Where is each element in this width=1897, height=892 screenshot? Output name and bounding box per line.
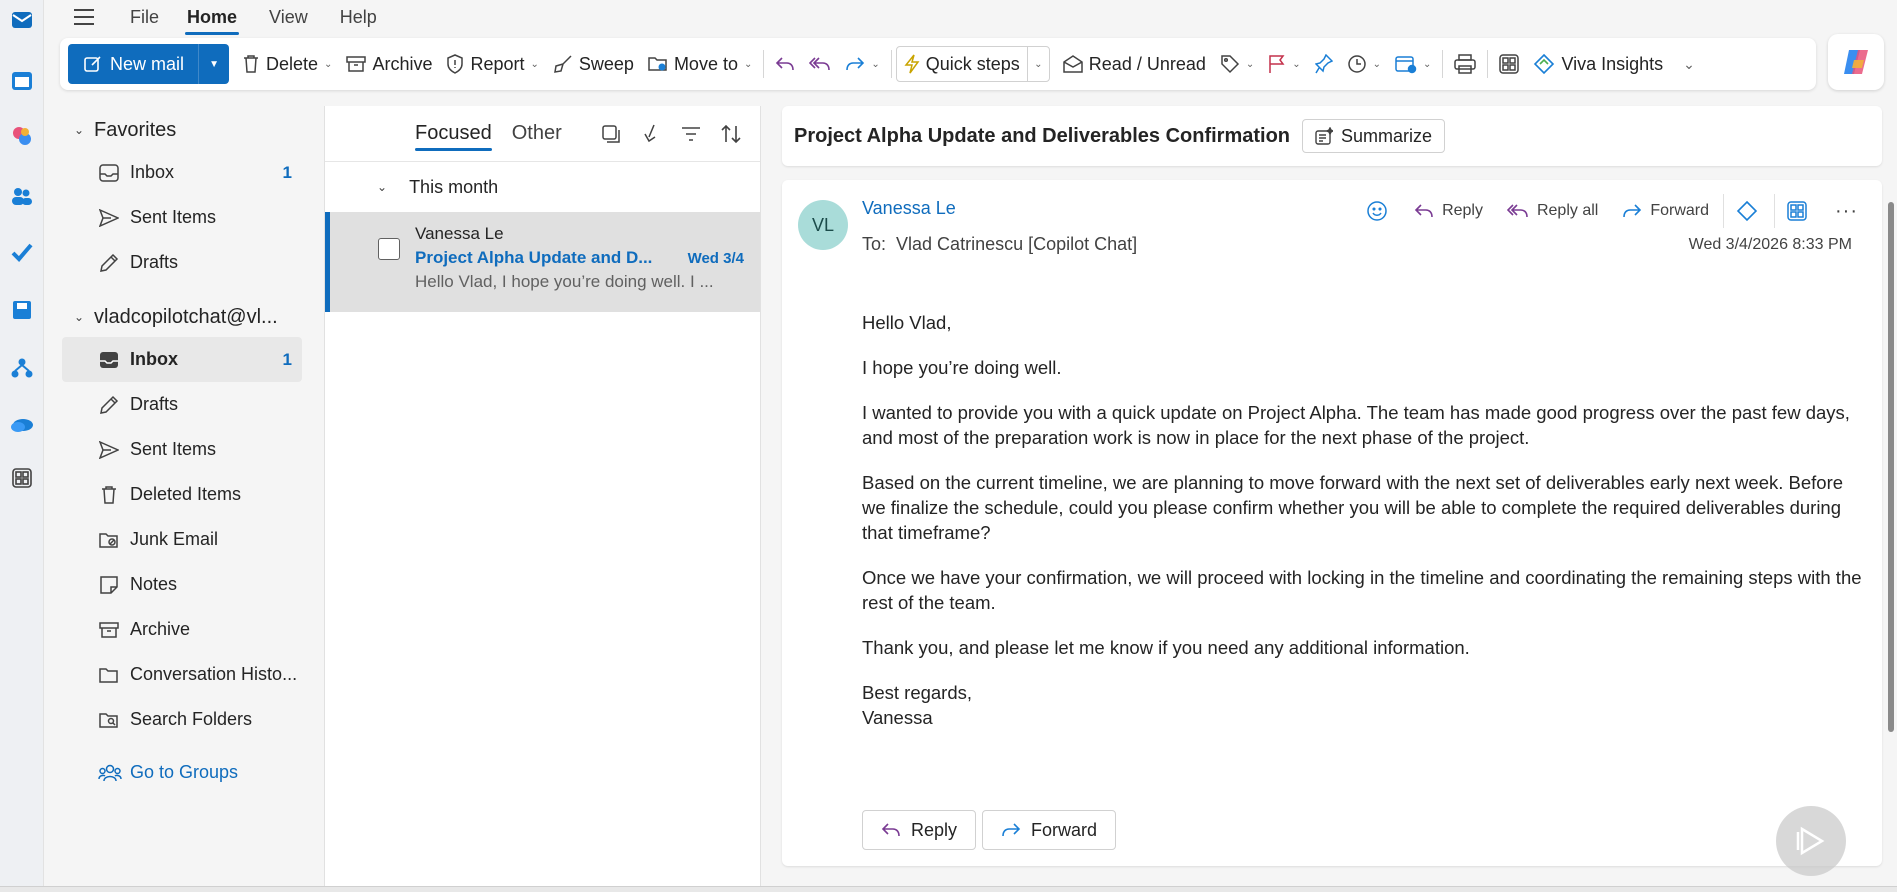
folder-name: Deleted Items — [130, 484, 242, 504]
rules-button[interactable] — [1388, 44, 1438, 84]
note-icon — [98, 574, 120, 596]
body-paragraph: Based on the current timeline, we are planning to move forward with the next set of deliverables early next week. Before we finalize the schedule, could you please confirm whether you will be able to complete the required deliverables during that timeframe? — [862, 472, 1844, 543]
body-closing: Best regards, — [862, 682, 973, 703]
to-recipient[interactable]: Vlad Catrinescu [Copilot Chat] — [896, 234, 1138, 254]
favorites-drafts[interactable] — [62, 240, 302, 285]
message-list-tools — [600, 123, 742, 145]
message-from: Vanessa Le — [415, 224, 504, 243]
message-preview: Hello Vlad, I hope you’re doing well. I ... — [415, 272, 714, 291]
calendar-icon[interactable] — [10, 68, 34, 92]
chevron-down-icon[interactable]: ⌄ — [530, 58, 539, 70]
chevron-down-icon[interactable]: ⌄ — [1423, 58, 1432, 70]
folder-name: Junk Email — [130, 529, 219, 549]
archive-icon — [98, 619, 120, 641]
summarize-label: Summarize — [1341, 125, 1433, 146]
favorites-label: Favorites — [94, 118, 177, 141]
read-unread-label: Read / Unread — [1088, 53, 1206, 74]
account-search-folders[interactable] — [62, 697, 302, 742]
reply-all-label: Reply all — [1536, 202, 1599, 219]
bottom-actions — [862, 810, 1116, 850]
emoji-reaction-button[interactable] — [1354, 194, 1400, 228]
groups-icon — [98, 763, 122, 783]
folder-name: Archive — [130, 619, 191, 639]
archive-button[interactable] — [339, 44, 439, 84]
archive-label: Archive — [372, 53, 433, 74]
folder-name: Search Folders — [130, 709, 253, 729]
new-mail-label: New mail — [110, 53, 185, 74]
chevron-down-icon[interactable]: ⌄ — [1245, 58, 1255, 70]
viva-insights-label: Viva Insights — [1561, 53, 1664, 74]
report-label: Report — [470, 53, 525, 74]
quick-steps-label: Quick steps — [925, 53, 1020, 74]
chevron-down-icon[interactable]: ⌄ — [324, 58, 333, 70]
bottom-forward-button[interactable] — [982, 810, 1116, 850]
print-button[interactable] — [1447, 44, 1483, 84]
ribbon-divider — [763, 50, 764, 78]
envelope-open-icon — [1063, 55, 1083, 73]
app-rail — [0, 0, 44, 892]
trash-icon — [98, 484, 120, 506]
tab-focused[interactable]: Focused — [415, 122, 492, 144]
subject-header — [782, 106, 1882, 166]
account-drafts[interactable] — [62, 382, 302, 427]
new-mail-split-button — [68, 44, 229, 84]
folder-name: Drafts — [130, 252, 179, 272]
folder-name: Inbox — [130, 349, 178, 369]
apps-grid-icon — [1787, 201, 1807, 221]
reply-icon — [881, 822, 901, 838]
go-to-groups-label: Go to Groups — [130, 762, 239, 782]
bottom-reply-button[interactable] — [862, 810, 976, 850]
account-junk-email[interactable] — [62, 517, 302, 562]
filter-icon[interactable] — [680, 123, 702, 145]
printer-icon — [1454, 54, 1476, 74]
send-icon — [98, 207, 120, 229]
play-overlay-icon[interactable] — [1776, 806, 1846, 876]
clock-icon — [1347, 54, 1367, 74]
onedrive-icon[interactable] — [10, 412, 34, 436]
folder-name: Notes — [130, 574, 178, 594]
summarize-icon — [1315, 127, 1333, 145]
reply-all-button[interactable] — [1497, 194, 1608, 228]
trash-icon — [242, 54, 260, 74]
compose-icon — [84, 55, 102, 73]
move-to-label: Move to — [673, 53, 738, 74]
menu-file[interactable]: File — [130, 6, 160, 27]
chevron-down-icon: ⌄ — [377, 180, 388, 194]
forward-label: Forward — [1650, 202, 1710, 219]
broom-icon — [553, 54, 573, 74]
bottom-forward-label: Forward — [1031, 819, 1098, 840]
reply-button[interactable] — [768, 44, 802, 84]
apps-button[interactable] — [1492, 44, 1526, 84]
forward-icon — [1622, 203, 1642, 219]
account-sent-items[interactable] — [62, 427, 302, 472]
rules-icon — [1395, 54, 1417, 74]
chevron-down-icon[interactable]: ⌄ — [1027, 47, 1049, 81]
delete-button[interactable] — [235, 44, 339, 84]
snooze-button[interactable] — [1340, 44, 1388, 84]
folder-icon — [98, 664, 120, 686]
flag-icon — [1268, 54, 1286, 74]
select-mode-icon[interactable] — [600, 123, 622, 145]
account-deleted-items[interactable] — [62, 472, 302, 517]
reply-label: Reply — [1442, 202, 1483, 219]
junk-folder-icon — [98, 529, 120, 551]
chevron-down-icon: ⌄ — [74, 310, 85, 324]
body-paragraph: Once we have your confirmation, we will proceed with locking in the timeline and coordinating the remaining steps with the rest of the team. — [862, 567, 1862, 613]
more-actions-icon[interactable]: ··· — [1835, 199, 1858, 222]
message-checkbox[interactable] — [378, 238, 400, 260]
sweep-label: Sweep — [578, 53, 634, 74]
unread-count: 1 — [282, 349, 292, 369]
report-button[interactable] — [439, 44, 545, 84]
message-subject: Project Alpha Update and D... — [415, 248, 653, 267]
inbox-icon — [98, 349, 120, 371]
bottom-reply-label: Reply — [911, 819, 958, 840]
pencil-icon — [98, 252, 120, 274]
send-icon — [98, 439, 120, 461]
ribbon-divider — [1487, 50, 1488, 78]
people-icon[interactable] — [10, 184, 34, 208]
copilot-app-icon[interactable] — [10, 124, 34, 148]
tab-other[interactable]: Other — [511, 122, 562, 144]
todo-icon[interactable] — [10, 240, 34, 264]
reading-pane — [782, 180, 1882, 866]
to-line — [862, 234, 1137, 255]
bottom-border — [0, 886, 1897, 892]
viva-insights-button[interactable] — [1723, 194, 1770, 228]
favorites-inbox[interactable] — [62, 150, 302, 195]
chevron-down-icon[interactable]: ⌄ — [1372, 58, 1382, 70]
lightning-icon — [904, 54, 920, 74]
new-mail-dropdown-icon[interactable]: ▼ — [209, 58, 219, 70]
delete-label: Delete — [266, 53, 319, 74]
ribbon-expand-icon[interactable]: ⌄ — [1683, 55, 1695, 72]
message-item[interactable] — [325, 212, 760, 312]
summarize-button[interactable] — [1302, 119, 1445, 153]
folder-move-icon — [648, 55, 668, 73]
sweep-button[interactable] — [546, 44, 641, 84]
apps-grid-icon — [1499, 54, 1519, 74]
folder-name: Sent Items — [130, 207, 217, 227]
shield-icon — [446, 54, 464, 74]
favorites-sent-items[interactable] — [62, 195, 302, 240]
forward-icon — [1001, 822, 1021, 838]
body-paragraph: Thank you, and please let me know if you need any additional information. — [862, 637, 1470, 658]
avatar[interactable]: VL — [798, 200, 848, 250]
viva-insights-icon — [1736, 200, 1758, 222]
group-label: This month — [409, 176, 499, 197]
chevron-down-icon: ⌄ — [74, 123, 85, 137]
ribbon-divider — [1442, 50, 1443, 78]
reply-all-button[interactable] — [802, 44, 838, 84]
copilot-button[interactable] — [1828, 34, 1884, 90]
folder-pane — [62, 110, 302, 890]
reply-all-icon — [1507, 203, 1529, 219]
new-mail-button[interactable] — [68, 44, 199, 84]
apps-button[interactable] — [1774, 194, 1819, 228]
viva-insights-button[interactable] — [1526, 44, 1670, 84]
pencil-icon — [98, 394, 120, 416]
message-timestamp: Wed 3/4/2026 8:33 PM — [1688, 236, 1852, 253]
message-date: Wed 3/4 — [687, 250, 744, 267]
viva-insights-icon — [1533, 53, 1555, 75]
folder-name: Inbox — [130, 162, 175, 182]
menu-home[interactable]: Home — [185, 3, 239, 32]
move-to-button[interactable] — [641, 44, 759, 84]
jump-to-icon[interactable] — [640, 123, 662, 145]
message-actions — [1354, 194, 1870, 228]
to-label: To: — [862, 234, 887, 254]
account-conversation-history[interactable] — [62, 652, 302, 697]
body-signature: Vanessa — [862, 707, 933, 728]
tag-icon — [1220, 54, 1240, 74]
reply-all-icon — [809, 56, 831, 72]
archive-icon — [346, 55, 366, 73]
body-greeting: Hello Vlad, — [862, 312, 952, 333]
quick-steps-button[interactable] — [897, 47, 1027, 81]
email-subject: Project Alpha Update and Deliverables Confirmation — [794, 124, 1291, 147]
scrollbar-thumb[interactable] — [1888, 202, 1894, 732]
quick-steps-split-button — [896, 46, 1050, 82]
menu-help[interactable]: Help — [339, 6, 377, 27]
forward-button[interactable] — [1612, 194, 1719, 228]
search-folder-icon — [98, 709, 120, 731]
pin-icon — [1315, 54, 1333, 74]
sort-icon[interactable] — [720, 123, 742, 145]
org-explorer-icon[interactable] — [10, 356, 34, 380]
account-archive[interactable] — [62, 607, 302, 652]
sender-name[interactable]: Vanessa Le — [862, 198, 956, 218]
message-list-header — [325, 106, 760, 162]
pin-button[interactable] — [1308, 44, 1340, 84]
smiley-icon — [1366, 200, 1388, 222]
body-paragraph: I wanted to provide you with a quick update on Project Alpha. The team has made good progress over the past few days, and most of the preparation work is now in place for the next phase of the project. — [862, 402, 1850, 448]
favorites-group[interactable] — [62, 110, 302, 150]
email-body — [862, 310, 1862, 730]
hamburger-menu-icon[interactable] — [74, 2, 108, 32]
menu-view[interactable]: View — [269, 6, 308, 27]
forward-icon — [845, 56, 865, 72]
copilot-icon — [1840, 46, 1872, 78]
account-label: vladcopilotchat@vl... — [94, 305, 278, 328]
notes-app-icon[interactable] — [10, 298, 34, 322]
reply-icon — [775, 56, 795, 72]
account-group[interactable] — [62, 297, 302, 337]
chevron-down-icon[interactable]: ⌄ — [1292, 58, 1301, 70]
account-notes[interactable] — [62, 562, 302, 607]
reply-icon — [1414, 203, 1434, 219]
more-apps-icon[interactable] — [10, 466, 34, 490]
categorize-button[interactable] — [1213, 44, 1261, 84]
account-inbox[interactable] — [62, 337, 302, 382]
folder-name: Sent Items — [130, 439, 217, 459]
go-to-groups-link[interactable] — [62, 750, 302, 795]
read-unread-button[interactable] — [1056, 44, 1213, 84]
folder-name: Drafts — [130, 394, 179, 414]
reply-button[interactable] — [1404, 194, 1493, 228]
ribbon-toolbar — [60, 38, 1816, 90]
menu-bar — [44, 0, 1897, 34]
flag-button[interactable] — [1261, 44, 1307, 84]
outlook-mail-icon[interactable] — [10, 8, 34, 32]
unread-count: 1 — [282, 162, 292, 182]
this-month-group[interactable] — [325, 162, 760, 212]
message-list — [324, 106, 761, 892]
folder-name: Conversation Histo... — [130, 664, 298, 684]
body-paragraph: I hope you’re doing well. — [862, 357, 1062, 378]
ribbon-divider — [891, 50, 892, 78]
chevron-down-icon[interactable]: ⌄ — [743, 58, 753, 70]
inbox-icon — [98, 162, 120, 184]
chevron-down-icon[interactable]: ⌄ — [871, 58, 880, 70]
forward-button[interactable] — [838, 44, 886, 84]
